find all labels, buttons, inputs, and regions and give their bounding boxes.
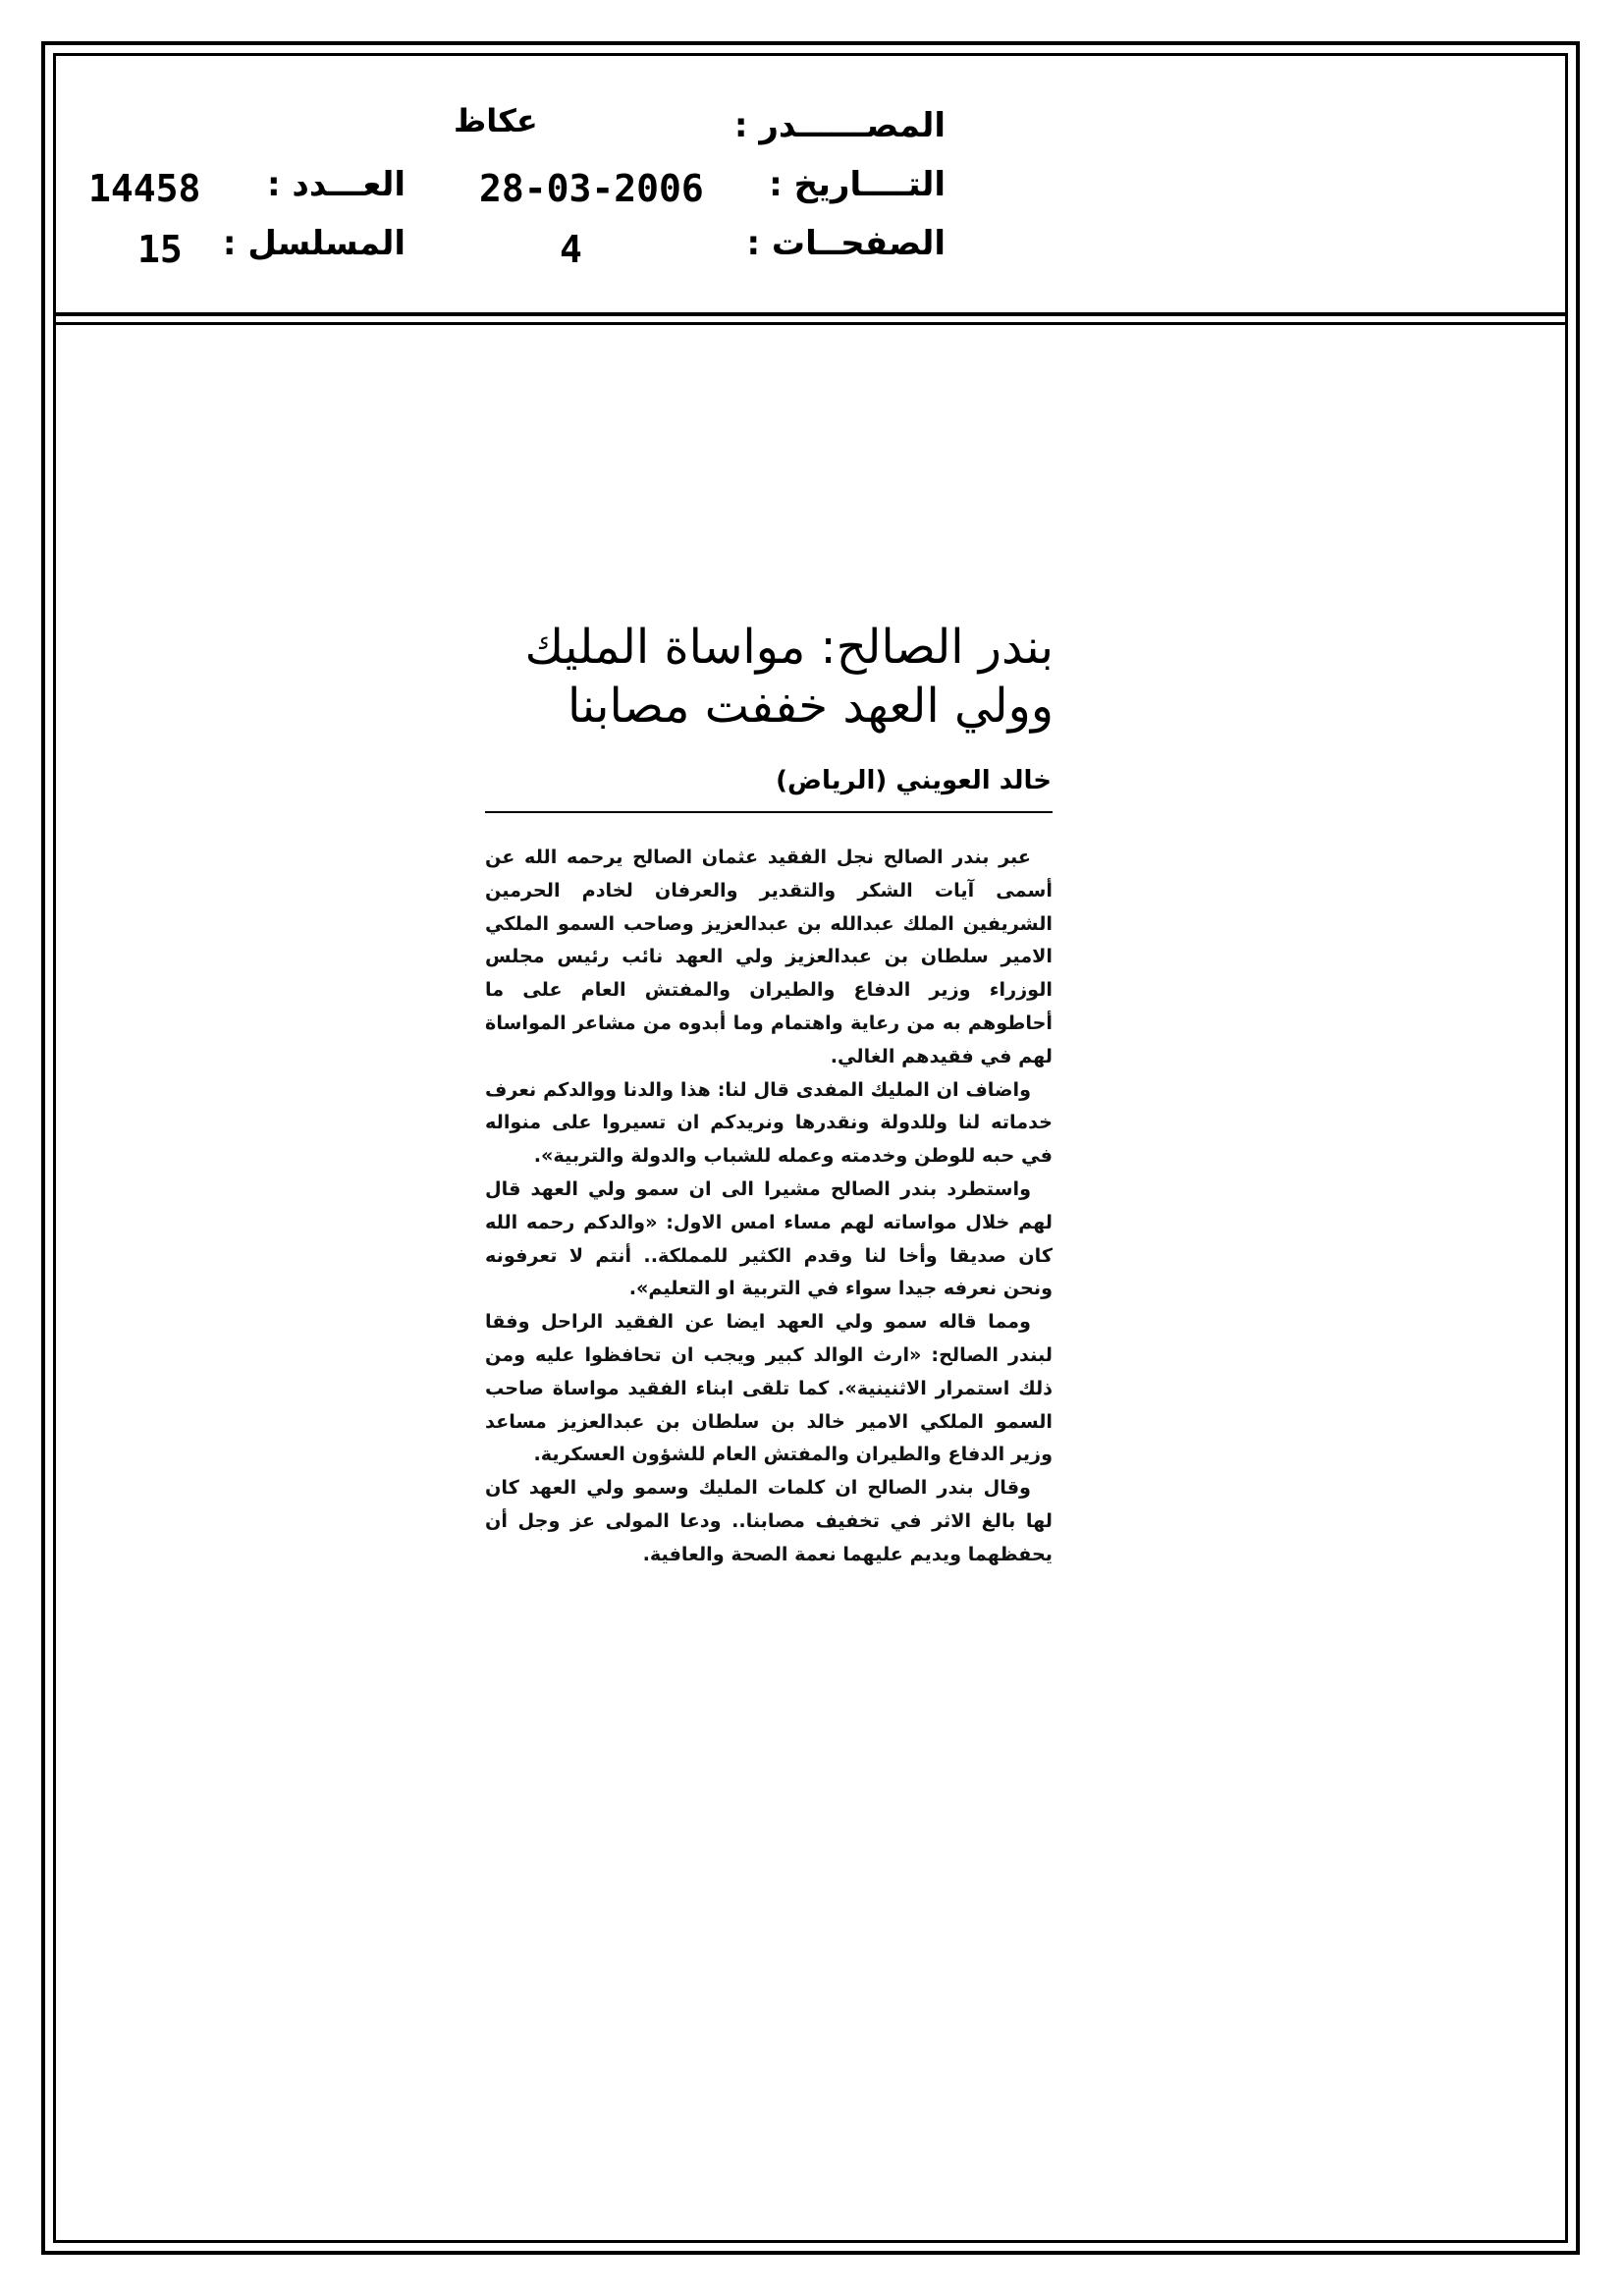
article-paragraph: واضاف ان المليك المفدى قال لنا: هذا والدنا ووالدكم نعرف خدماته لنا وللدولة ونقدرها ونريدكم ان تسيروا على منواله في حبه للوطن وخدمته وعمله للشباب والدولة والتربية». xyxy=(485,1077,1053,1168)
article-paragraph: وقال بندر الصالح ان كلمات المليك وسمو ولي العهد كان لها بالغ الاثر في تخفيف مصابنا.. ودعا المولى عز وجل أن يحفظهما ويديم عليهما نعمة الصحة والعافية. xyxy=(485,1476,1053,1565)
article-body xyxy=(485,841,1053,1571)
pages-value: 4 xyxy=(560,228,582,271)
article-paragraph: واستطرد بندر الصالح مشيرا الى ان سمو ولي العهد قال لهم خلال مواساته لهم مساء امس الاول: «والدكم رحمه الله كان صديقا وأخا لنا وقدم الكثير للمملكة.. أنتم لا تعرفونه ونحن نعرفه جيدا سواء في التربية او التعليم». xyxy=(485,1176,1053,1300)
article-byline: خالد العويني (الرياض) xyxy=(776,766,1052,795)
source-label: المصــــــدر : xyxy=(733,106,946,145)
source-value: عكاظ xyxy=(454,102,538,139)
serial-value: 15 xyxy=(137,228,183,271)
date-label: التــــاريخ : xyxy=(769,165,946,204)
article-paragraph: ومما قاله سمو ولي العهد ايضا عن الفقيد الراحل وفقا لبندر الصالح: «ارث الوالد كبير ويجب ان تحافظوا عليه ومن ذلك استمرار الاثنينية». كما تلقى ابناء الفقيد مواساة صاحب السمو الملكي الامير خالد بن سلطان بن عبدالعزيز مساعد وزير الدفاع والطيران والمفتش العام للشؤون العسكرية. xyxy=(485,1310,1053,1466)
article-paragraph: عبر بندر الصالح نجل الفقيد عثمان الصالح يرحمه الله عن أسمى آيات الشكر والتقدير والعرفان لخادم الحرمين الشريفين الملك عبدالله بن عبدالعزيز وصاحب السمو الملكي الامير سلطان بن عبدالعزيز ولي العهد نائب رئيس مجلس الوزراء وزير الدفاع والطيران والمفتش العام على ما أحاطوهم به من رعاية واهتمام وما أبدوه من مشاعر المواساة لهم في فقيدهم الغالي. xyxy=(485,846,1053,1067)
date-value: 28-03-2006 xyxy=(479,167,704,210)
header-divider-second xyxy=(53,322,1568,325)
pages-label: الصفحــات : xyxy=(746,224,946,263)
issue-label: العـــدد : xyxy=(267,165,406,204)
issue-value: 14458 xyxy=(88,167,201,210)
article-headline-line-1: بندر الصالح: مواساة المليك xyxy=(524,620,1054,675)
byline-underline xyxy=(485,811,1053,813)
serial-label: المسلسل : xyxy=(222,224,406,263)
article-headline-line-2: وولي العهد خففت مصابنا xyxy=(568,679,1054,734)
header-divider xyxy=(53,312,1568,316)
